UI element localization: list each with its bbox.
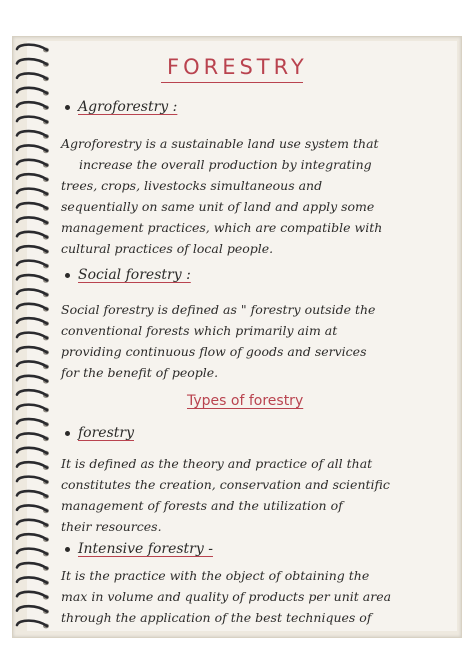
spiral-binding xyxy=(13,37,57,637)
notes-content xyxy=(61,37,453,637)
text-line: management practices, which are compatible with xyxy=(61,220,383,235)
text-line: through the application of the best techniques of xyxy=(61,610,372,625)
spiral-ring xyxy=(17,203,47,208)
intensive-forestry-heading xyxy=(65,541,213,557)
text-line: for the benefit of people. xyxy=(61,365,219,380)
bullet-icon xyxy=(65,547,70,552)
spiral-ring xyxy=(17,520,47,525)
bullet-icon xyxy=(65,431,70,436)
spiral-ring xyxy=(17,333,47,338)
spiral-ring xyxy=(17,448,47,453)
text-line: cultural practices of local people. xyxy=(61,241,274,256)
social-forestry-paragraph xyxy=(61,299,451,383)
spiral-ring xyxy=(17,577,47,582)
spiral-ring xyxy=(17,376,47,381)
spiral-ring xyxy=(17,563,47,568)
spiral-ring xyxy=(17,59,47,64)
text-line: management of forests and the utilization of xyxy=(61,498,343,513)
spiral-ring xyxy=(17,261,47,266)
text-line: trees, crops, livestocks simultaneous and xyxy=(61,178,323,193)
spiral-ring xyxy=(17,318,47,323)
spiral-ring xyxy=(17,491,47,496)
spiral-ring xyxy=(17,405,47,410)
forestry-heading xyxy=(65,425,134,441)
intensive-forestry-paragraph xyxy=(61,565,451,628)
spiral-ring xyxy=(17,217,47,222)
text-line: Agroforestry is a sustainable land use system that xyxy=(61,136,379,151)
bullet-icon xyxy=(65,105,70,110)
spiral-ring xyxy=(17,534,47,539)
spiral-ring xyxy=(17,275,47,280)
types-of-forestry-subtitle: Types of forestry xyxy=(187,393,304,409)
spiral-ring xyxy=(17,390,47,395)
text-line: It is the practice with the object of obtaining the xyxy=(61,568,370,583)
page-title: FORESTRY xyxy=(167,55,308,79)
spiral-ring xyxy=(17,117,47,122)
spiral-ring xyxy=(17,73,47,78)
text-line: their resources. xyxy=(61,519,162,534)
spiral-ring xyxy=(17,549,47,554)
social-forestry-heading xyxy=(65,267,191,283)
spiral-rings xyxy=(13,37,57,637)
agroforestry-heading-label: Agroforestry : xyxy=(78,99,178,115)
forestry-paragraph xyxy=(61,453,451,537)
text-line: Social forestry is defined as " forestry outside the xyxy=(61,302,376,317)
intensive-forestry-heading-label: Intensive forestry - xyxy=(78,541,213,557)
agroforestry-heading xyxy=(65,99,177,115)
text-line: It is defined as the theory and practice of all that xyxy=(61,456,373,471)
spiral-ring xyxy=(17,289,47,294)
text-line: increase the overall production by integrating xyxy=(79,157,372,172)
spiral-ring xyxy=(17,102,47,107)
spiral-ring xyxy=(17,419,47,424)
spiral-ring xyxy=(17,477,47,482)
bullet-icon xyxy=(65,273,70,278)
text-line: max in volume and quality of products per unit area xyxy=(61,589,392,604)
spiral-ring xyxy=(17,505,47,510)
spiral-ring xyxy=(17,88,47,93)
spiral-ring xyxy=(17,131,47,136)
social-forestry-heading-label: Social forestry : xyxy=(78,267,191,283)
spiral-ring xyxy=(17,361,47,366)
title-underline xyxy=(161,82,303,83)
spiral-ring xyxy=(17,347,47,352)
spiral-ring xyxy=(17,246,47,251)
spiral-ring xyxy=(17,621,47,626)
text-line: conventional forests which primarily aim at xyxy=(61,323,338,338)
spiral-ring xyxy=(17,606,47,611)
spiral-ring xyxy=(17,160,47,165)
text-line: sequentially on same unit of land and apply some xyxy=(61,199,375,214)
spiral-ring xyxy=(17,189,47,194)
spiral-ring xyxy=(17,145,47,150)
spiral-ring xyxy=(17,304,47,309)
spiral-ring xyxy=(17,232,47,237)
forestry-heading-label: forestry xyxy=(78,425,134,441)
notebook-page xyxy=(12,36,462,638)
spiral-ring xyxy=(17,174,47,179)
text-line: constitutes the creation, conservation and scientific xyxy=(61,477,390,492)
agroforestry-paragraph xyxy=(61,133,451,259)
spiral-ring xyxy=(17,592,47,597)
spiral-ring xyxy=(17,45,47,50)
spiral-ring xyxy=(17,462,47,467)
spiral-ring xyxy=(17,433,47,438)
text-line: providing continuous flow of goods and services xyxy=(61,344,367,359)
